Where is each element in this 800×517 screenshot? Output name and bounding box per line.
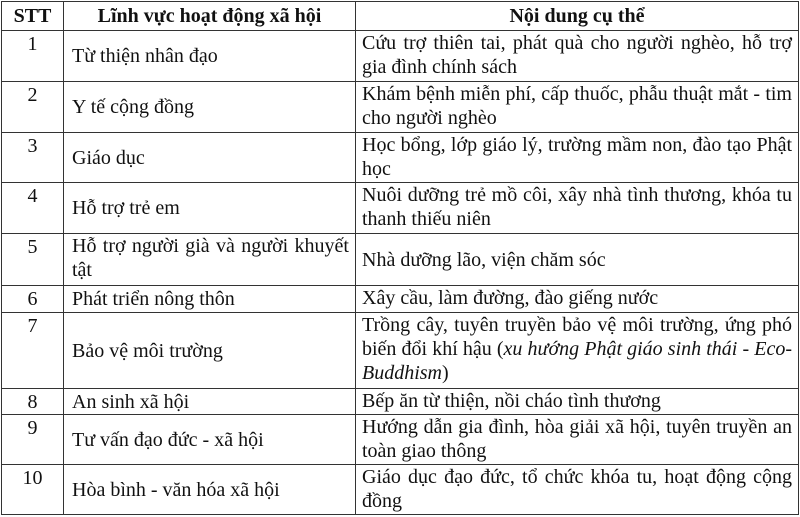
content-cell: Nuôi dưỡng trẻ mồ côi, xây nhà tình thương, khóa tu thanh thiếu niên (356, 183, 799, 234)
content-cell: Nhà dưỡng lão, viện chăm sóc (356, 234, 799, 286)
stt-cell: 2 (2, 82, 64, 133)
content-cell: Khám bệnh miễn phí, cấp thuốc, phẫu thuật mắt - tim cho người nghèo (356, 82, 799, 133)
table-row (2, 183, 799, 234)
field-cell: Giáo dục (64, 133, 356, 183)
content-cell (356, 313, 799, 389)
table-row (2, 133, 799, 183)
table-row (2, 415, 799, 465)
stt-cell: 4 (2, 183, 64, 234)
table-row (2, 389, 799, 415)
field-cell: Hỗ trợ trẻ em (64, 183, 356, 234)
stt-cell: 10 (2, 465, 64, 515)
content-cell: Hướng dẫn gia đình, hòa giải xã hội, tuyên truyền an toàn giao thông (356, 415, 799, 465)
content-cell: Xây cầu, làm đường, đào giếng nước (356, 286, 799, 313)
field-cell: Từ thiện nhân đạo (64, 31, 356, 82)
content-cell: Cứu trợ thiên tai, phát quà cho người nghèo, hỗ trợ gia đình chính sách (356, 31, 799, 82)
field-cell: Tư vấn đạo đức - xã hội (64, 415, 356, 465)
stt-cell: 9 (2, 415, 64, 465)
content-text: Trồng cây, tuyên truyền bảo vệ môi trường, ứng phó biến đổi khí hậu ( (362, 314, 792, 360)
table-row (2, 82, 799, 133)
field-cell: An sinh xã hội (64, 389, 356, 415)
header-field: Lĩnh vực hoạt động xã hội (64, 2, 356, 31)
stt-cell: 1 (2, 31, 64, 82)
table-row (2, 234, 799, 286)
content-suffix: ) (442, 362, 449, 384)
table-row (2, 31, 799, 82)
content-cell: Giáo dục đạo đức, tổ chức khóa tu, hoạt động cộng đồng (356, 465, 799, 515)
table-row (2, 286, 799, 313)
content-cell: Học bổng, lớp giáo lý, trường mầm non, đào tạo Phật học (356, 133, 799, 183)
header-row (2, 2, 799, 31)
field-cell: Y tế cộng đồng (64, 82, 356, 133)
field-cell: Phát triển nông thôn (64, 286, 356, 313)
content-italic-text: xu hướng Phật giáo sinh thái - Eco-Buddhism (362, 338, 792, 384)
header-stt: STT (2, 2, 64, 31)
stt-cell: 8 (2, 389, 64, 415)
stt-cell: 6 (2, 286, 64, 313)
stt-cell: 7 (2, 313, 64, 389)
table-row (2, 313, 799, 389)
stt-cell: 3 (2, 133, 64, 183)
field-cell: Bảo vệ môi trường (64, 313, 356, 389)
stt-cell: 5 (2, 234, 64, 286)
content-cell: Bếp ăn từ thiện, nồi cháo tình thương (356, 389, 799, 415)
field-cell: Hòa bình - văn hóa xã hội (64, 465, 356, 515)
header-content: Nội dung cụ thể (356, 2, 799, 31)
table-row (2, 465, 799, 515)
social-activities-table (1, 1, 799, 515)
field-cell: Hỗ trợ người già và người khuyết tật (64, 234, 356, 286)
